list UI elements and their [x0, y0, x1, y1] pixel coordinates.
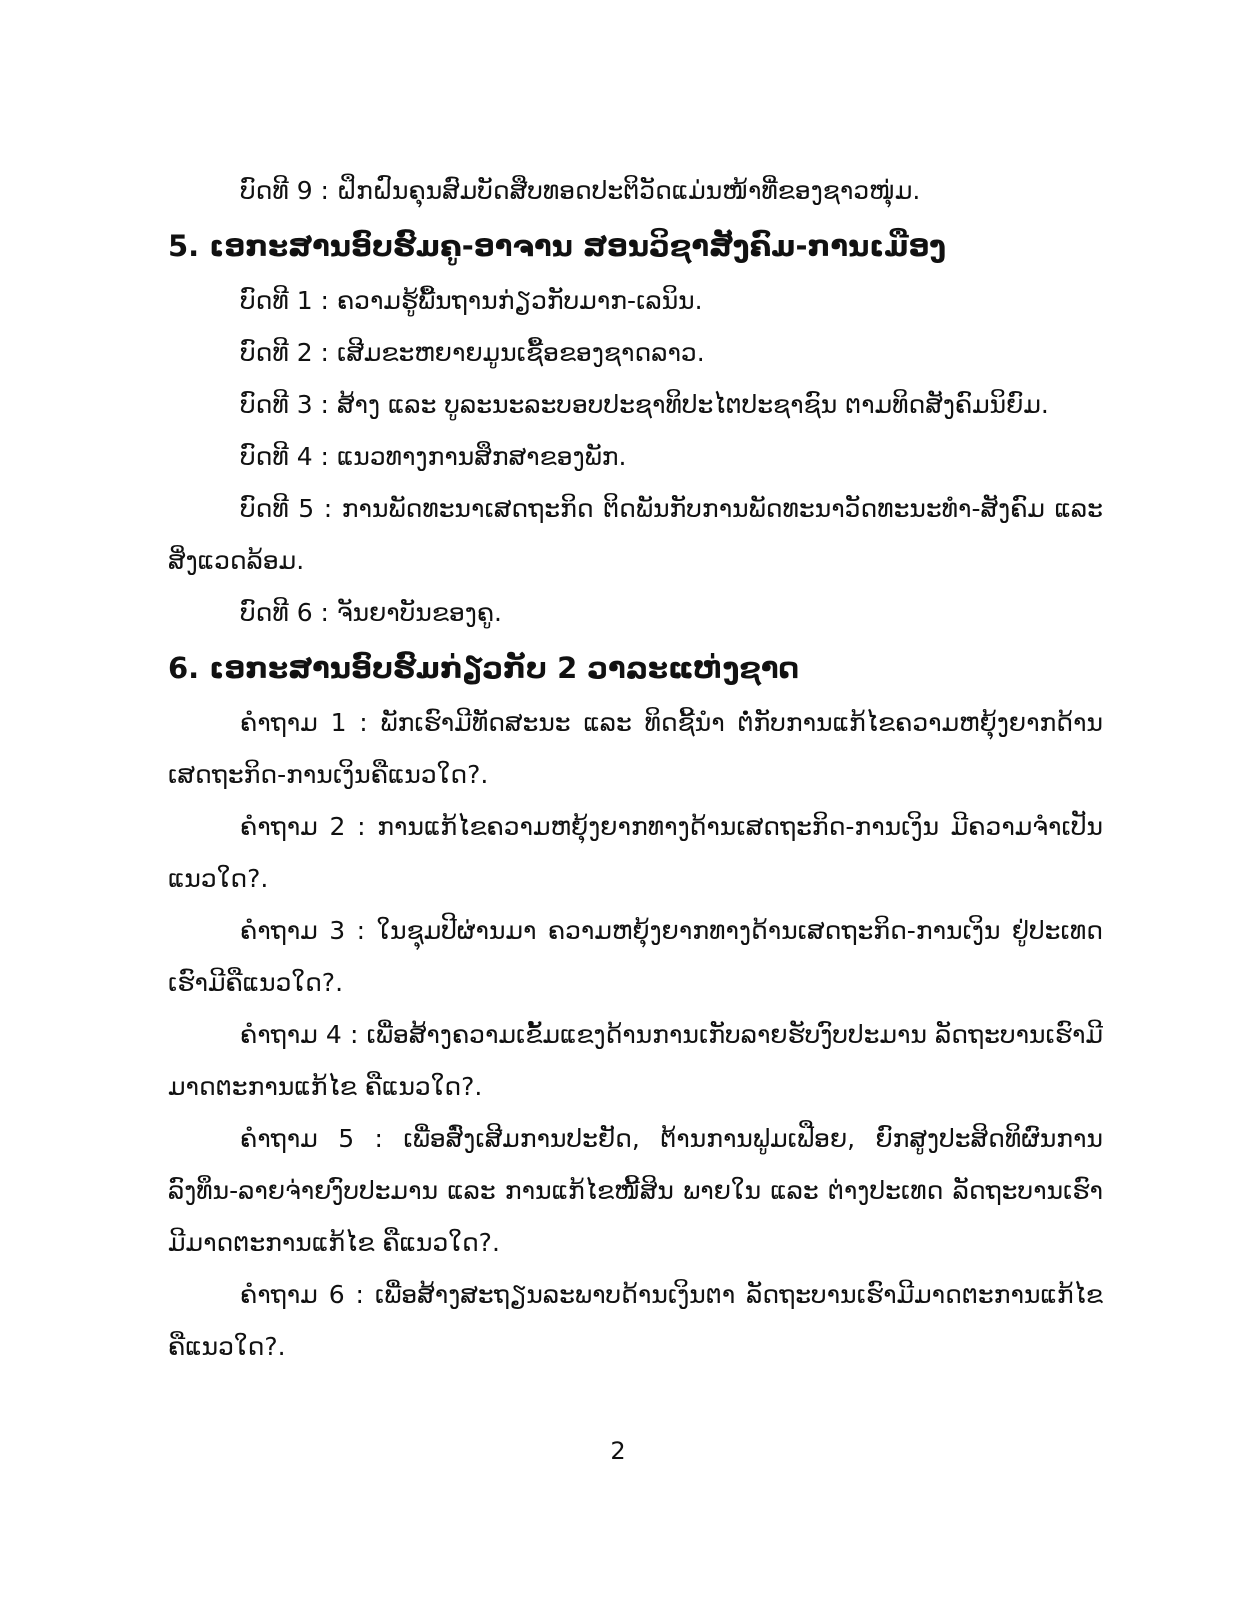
lesson-label: ບົດທີ 4	[240, 442, 313, 471]
label-separator: :	[345, 916, 377, 945]
question-label: ຄຳຖາມ 5	[240, 1124, 355, 1153]
label-separator: :	[312, 598, 337, 627]
lesson-item	[168, 275, 1103, 327]
question-item	[168, 1009, 1103, 1113]
question-item	[168, 1269, 1103, 1373]
label-separator: :	[312, 338, 337, 367]
lesson-text: ແນວທາງການສຶກສາຂອງພັກ.	[336, 442, 627, 471]
question-item	[168, 905, 1103, 1009]
lesson-label: ບົດທີ 2	[240, 338, 313, 367]
question-label: ຄຳຖາມ 6	[240, 1280, 345, 1309]
lesson-label: ບົດທີ 5	[240, 494, 315, 523]
question-label: ຄຳຖາມ 3	[240, 916, 346, 945]
page-number: 2	[610, 1437, 626, 1465]
question-text: ເພື່ອສ້າງສະຖຽນລະພາບດ້ານເງິນຕາ ລັດຖະບານເຮົາມີມາດຕະການແກ້ໄຂ ຄືແນວໃດ?.	[168, 1280, 1103, 1361]
label-separator: :	[354, 1124, 404, 1153]
lesson-item	[168, 587, 1103, 639]
lesson-item	[168, 483, 1103, 587]
label-separator: :	[312, 390, 337, 419]
section-heading-6: 6. ເອກະສານອົບຮົມກ່ຽວກັບ 2 ວາລະແຫ່ງຊາດ	[168, 651, 800, 685]
label-separator: :	[346, 708, 381, 737]
lesson-label: ບົດທີ 3	[240, 390, 313, 419]
question-text: ພັກເຮົາມີທັດສະນະ ແລະ ທິດຊີ້ນຳ ຕໍ່ກັບການແກ້ໄຂຄວາມຫຍຸ້ງຍາກດ້ານເສດຖະກິດ-ການເງິນຄືແນວໃດ?.	[168, 708, 1103, 789]
question-label: ຄຳຖາມ 4	[240, 1020, 342, 1049]
section-heading-5: 5. ເອກະສານອົບຮົມຄູ-ອາຈານ ສອນວິຊາສັງຄົມ-ການເມືອງ	[168, 229, 946, 263]
label-separator: :	[345, 812, 378, 841]
label-separator: :	[344, 1280, 375, 1309]
lesson-text: ສ້າງ ແລະ ບູລະນະລະບອບປະຊາທິປະໄຕປະຊາຊົນ ຕາມທິດສັງຄົມນິຍົມ.	[336, 390, 1049, 419]
lesson-item	[168, 379, 1103, 431]
lesson-label: ບົດທີ 9	[240, 176, 313, 205]
question-label: ຄຳຖາມ 1	[240, 708, 347, 737]
question-item	[168, 1113, 1103, 1269]
question-item	[168, 697, 1103, 801]
lesson-text: ຄວາມຮູ້ພື້ນຖານກ່ຽວກັບມາກ-ເລນິນ.	[336, 286, 703, 315]
question-item	[168, 801, 1103, 905]
lesson-item	[168, 431, 1103, 483]
question-text: ໃນຊຸມປີຜ່ານມາ ຄວາມຫຍຸ້ງຍາກທາງດ້ານເສດຖະກິດ-ການເງິນ ຢູ່ປະເທດເຮົາມີຄືແນວໃດ?.	[168, 916, 1103, 997]
lesson-label: ບົດທີ 1	[240, 286, 313, 315]
question-text: ເພື່ອສົ່ງເສີມການປະຢັດ, ຕ້ານການຟູມເຟືອຍ, ຍົກສູງປະສິດທິຜົນການລົງທຶນ-ລາຍຈ່າຍງົບປະມານ ແລະ ການແກ້ໄຂໜີ້ສິນ ພາຍໃນ ແລະ ຕ່າງປະເທດ ລັດຖະບານເຮົາມີມາດຕະການແກ້ໄຂ ຄືແນວໃດ?.	[168, 1124, 1103, 1257]
label-separator: :	[312, 286, 337, 315]
question-label: ຄຳຖາມ 2	[240, 812, 346, 841]
lesson-text: ເສີມຂະຫຍາຍມູນເຊື້ອຂອງຊາດລາວ.	[336, 338, 705, 367]
lesson-text: ການພັດທະນາເສດຖະກິດ ຕິດພັນກັບການພັດທະນາວັດທະນະທຳ-ສັງຄົມ ແລະ ສິ່ງແວດລ້ອມ.	[168, 494, 1103, 575]
lesson-text: ຈັນຍາບັນຂອງຄູ.	[336, 598, 502, 627]
label-separator: :	[312, 442, 337, 471]
lesson-label: ບົດທີ 6	[240, 598, 313, 627]
label-separator: :	[341, 1020, 367, 1049]
label-separator: :	[312, 176, 337, 205]
label-separator: :	[314, 494, 342, 523]
page-content	[168, 165, 1103, 1373]
lesson-text: ຝຶກຝົນຄຸນສົມບັດສືບທອດປະຕິວັດແມ່ນໜ້າທີ່ຂອງຊາວໜຸ່ມ.	[336, 176, 921, 205]
lesson-item	[168, 165, 1103, 217]
question-text: ເພື່ອສ້າງຄວາມເຂັ້ມແຂງດ້ານການເກັບລາຍຮັບງົບປະມານ ລັດຖະບານເຮົາມີມາດຕະການແກ້ໄຂ ຄືແນວໃດ?.	[168, 1020, 1103, 1101]
question-text: ການແກ້ໄຂຄວາມຫຍຸ້ງຍາກທາງດ້ານເສດຖະກິດ-ການເງິນ ມີຄວາມຈຳເປັນແນວໃດ?.	[168, 812, 1103, 893]
lesson-item	[168, 327, 1103, 379]
